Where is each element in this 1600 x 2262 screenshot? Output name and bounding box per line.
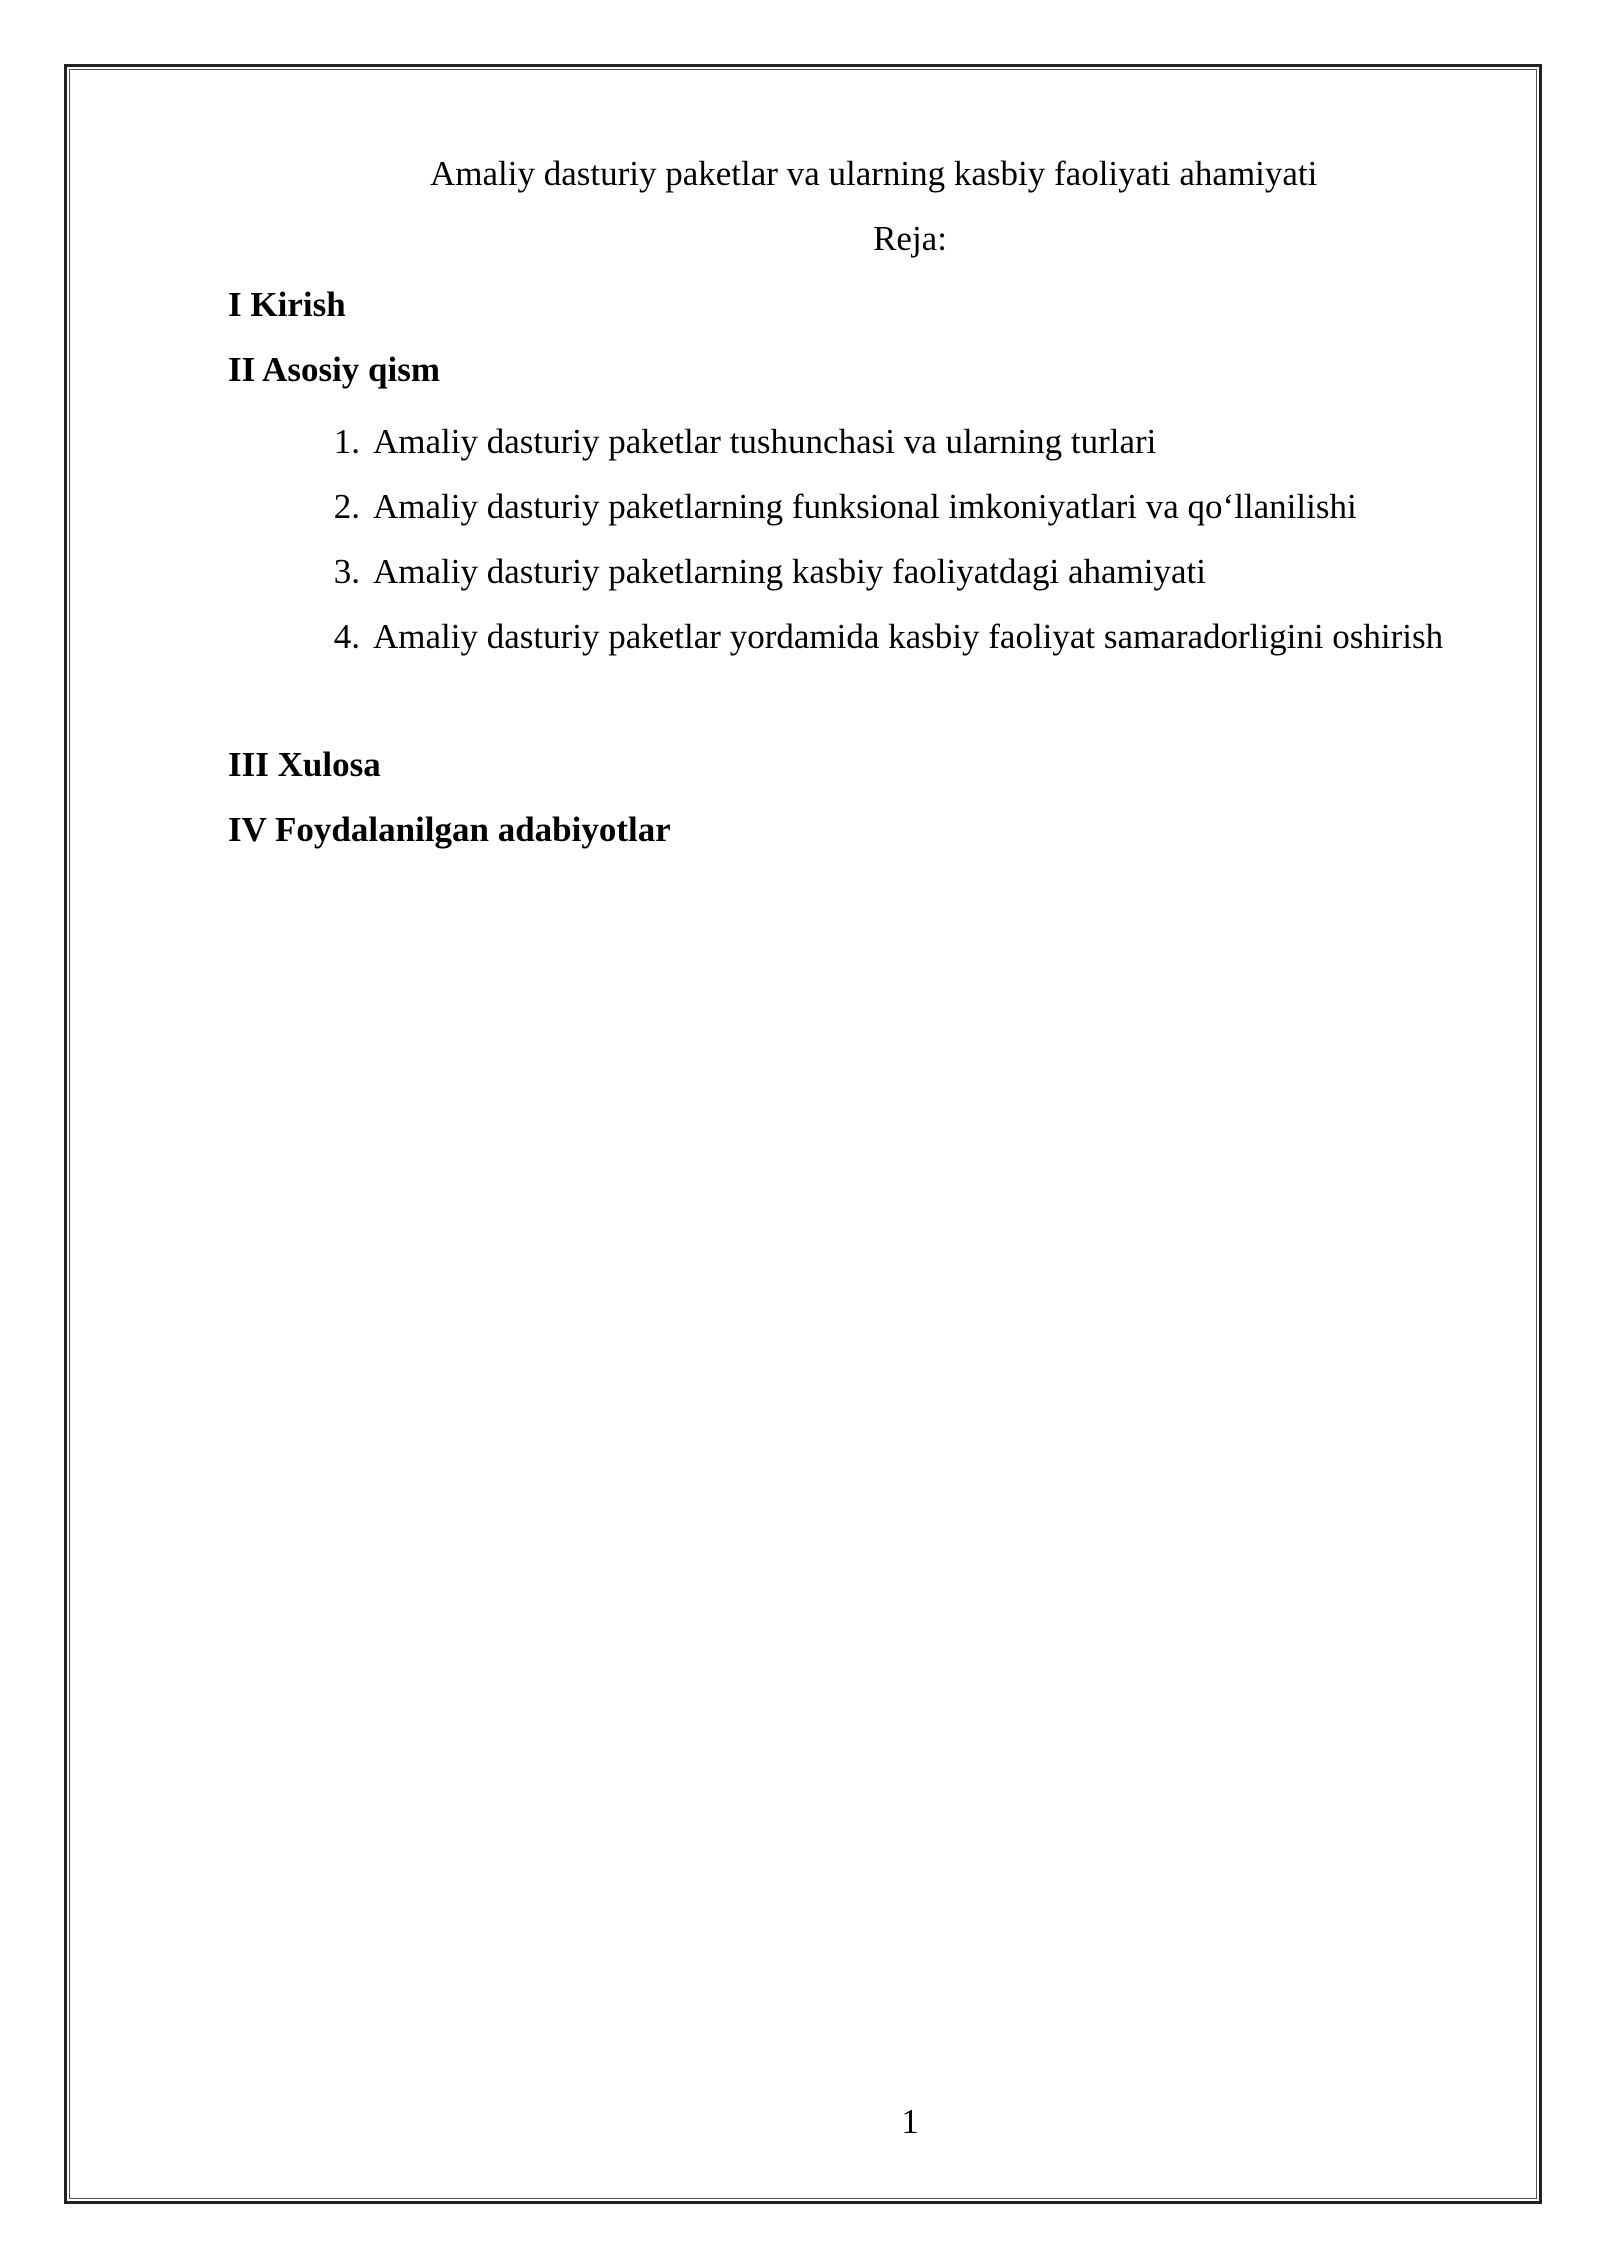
outline-item-number: 4.	[333, 617, 360, 656]
outline-item-number: 3.	[333, 552, 360, 591]
outline-item	[0, 409, 1600, 474]
plan-heading: Reja:	[873, 219, 947, 258]
outline-item-text: Amaliy dasturiy paketlarning funksional imkoniyatlari va qo‘llanilishi	[373, 487, 1357, 526]
outline-item-text: Amaliy dasturiy paketlarning kasbiy faoliyatdagi ahamiyati	[373, 552, 1206, 591]
document-title: Amaliy dasturiy paketlar va ularning kasbiy faoliyati ahamiyati	[430, 154, 1318, 193]
page-number: 1	[901, 2102, 919, 2141]
section-intro: I Kirish	[228, 285, 346, 324]
outline-item	[0, 474, 1600, 539]
main-outline-list	[0, 409, 1600, 669]
outline-item	[0, 604, 1600, 669]
outline-item-number: 2.	[333, 487, 360, 526]
section-main: II Asosiy qism	[228, 350, 441, 389]
outline-item-text: Amaliy dasturiy paketlar yordamida kasbiy faoliyat samaradorligini oshirish	[373, 617, 1444, 656]
section-conclusion: III Xulosa	[228, 745, 381, 784]
outline-item	[0, 539, 1600, 604]
section-references: IV Foydalanilgan adabiyotlar	[228, 810, 671, 849]
outline-item-text: Amaliy dasturiy paketlar tushunchasi va ularning turlari	[373, 422, 1157, 461]
outline-item-number: 1.	[333, 422, 360, 461]
